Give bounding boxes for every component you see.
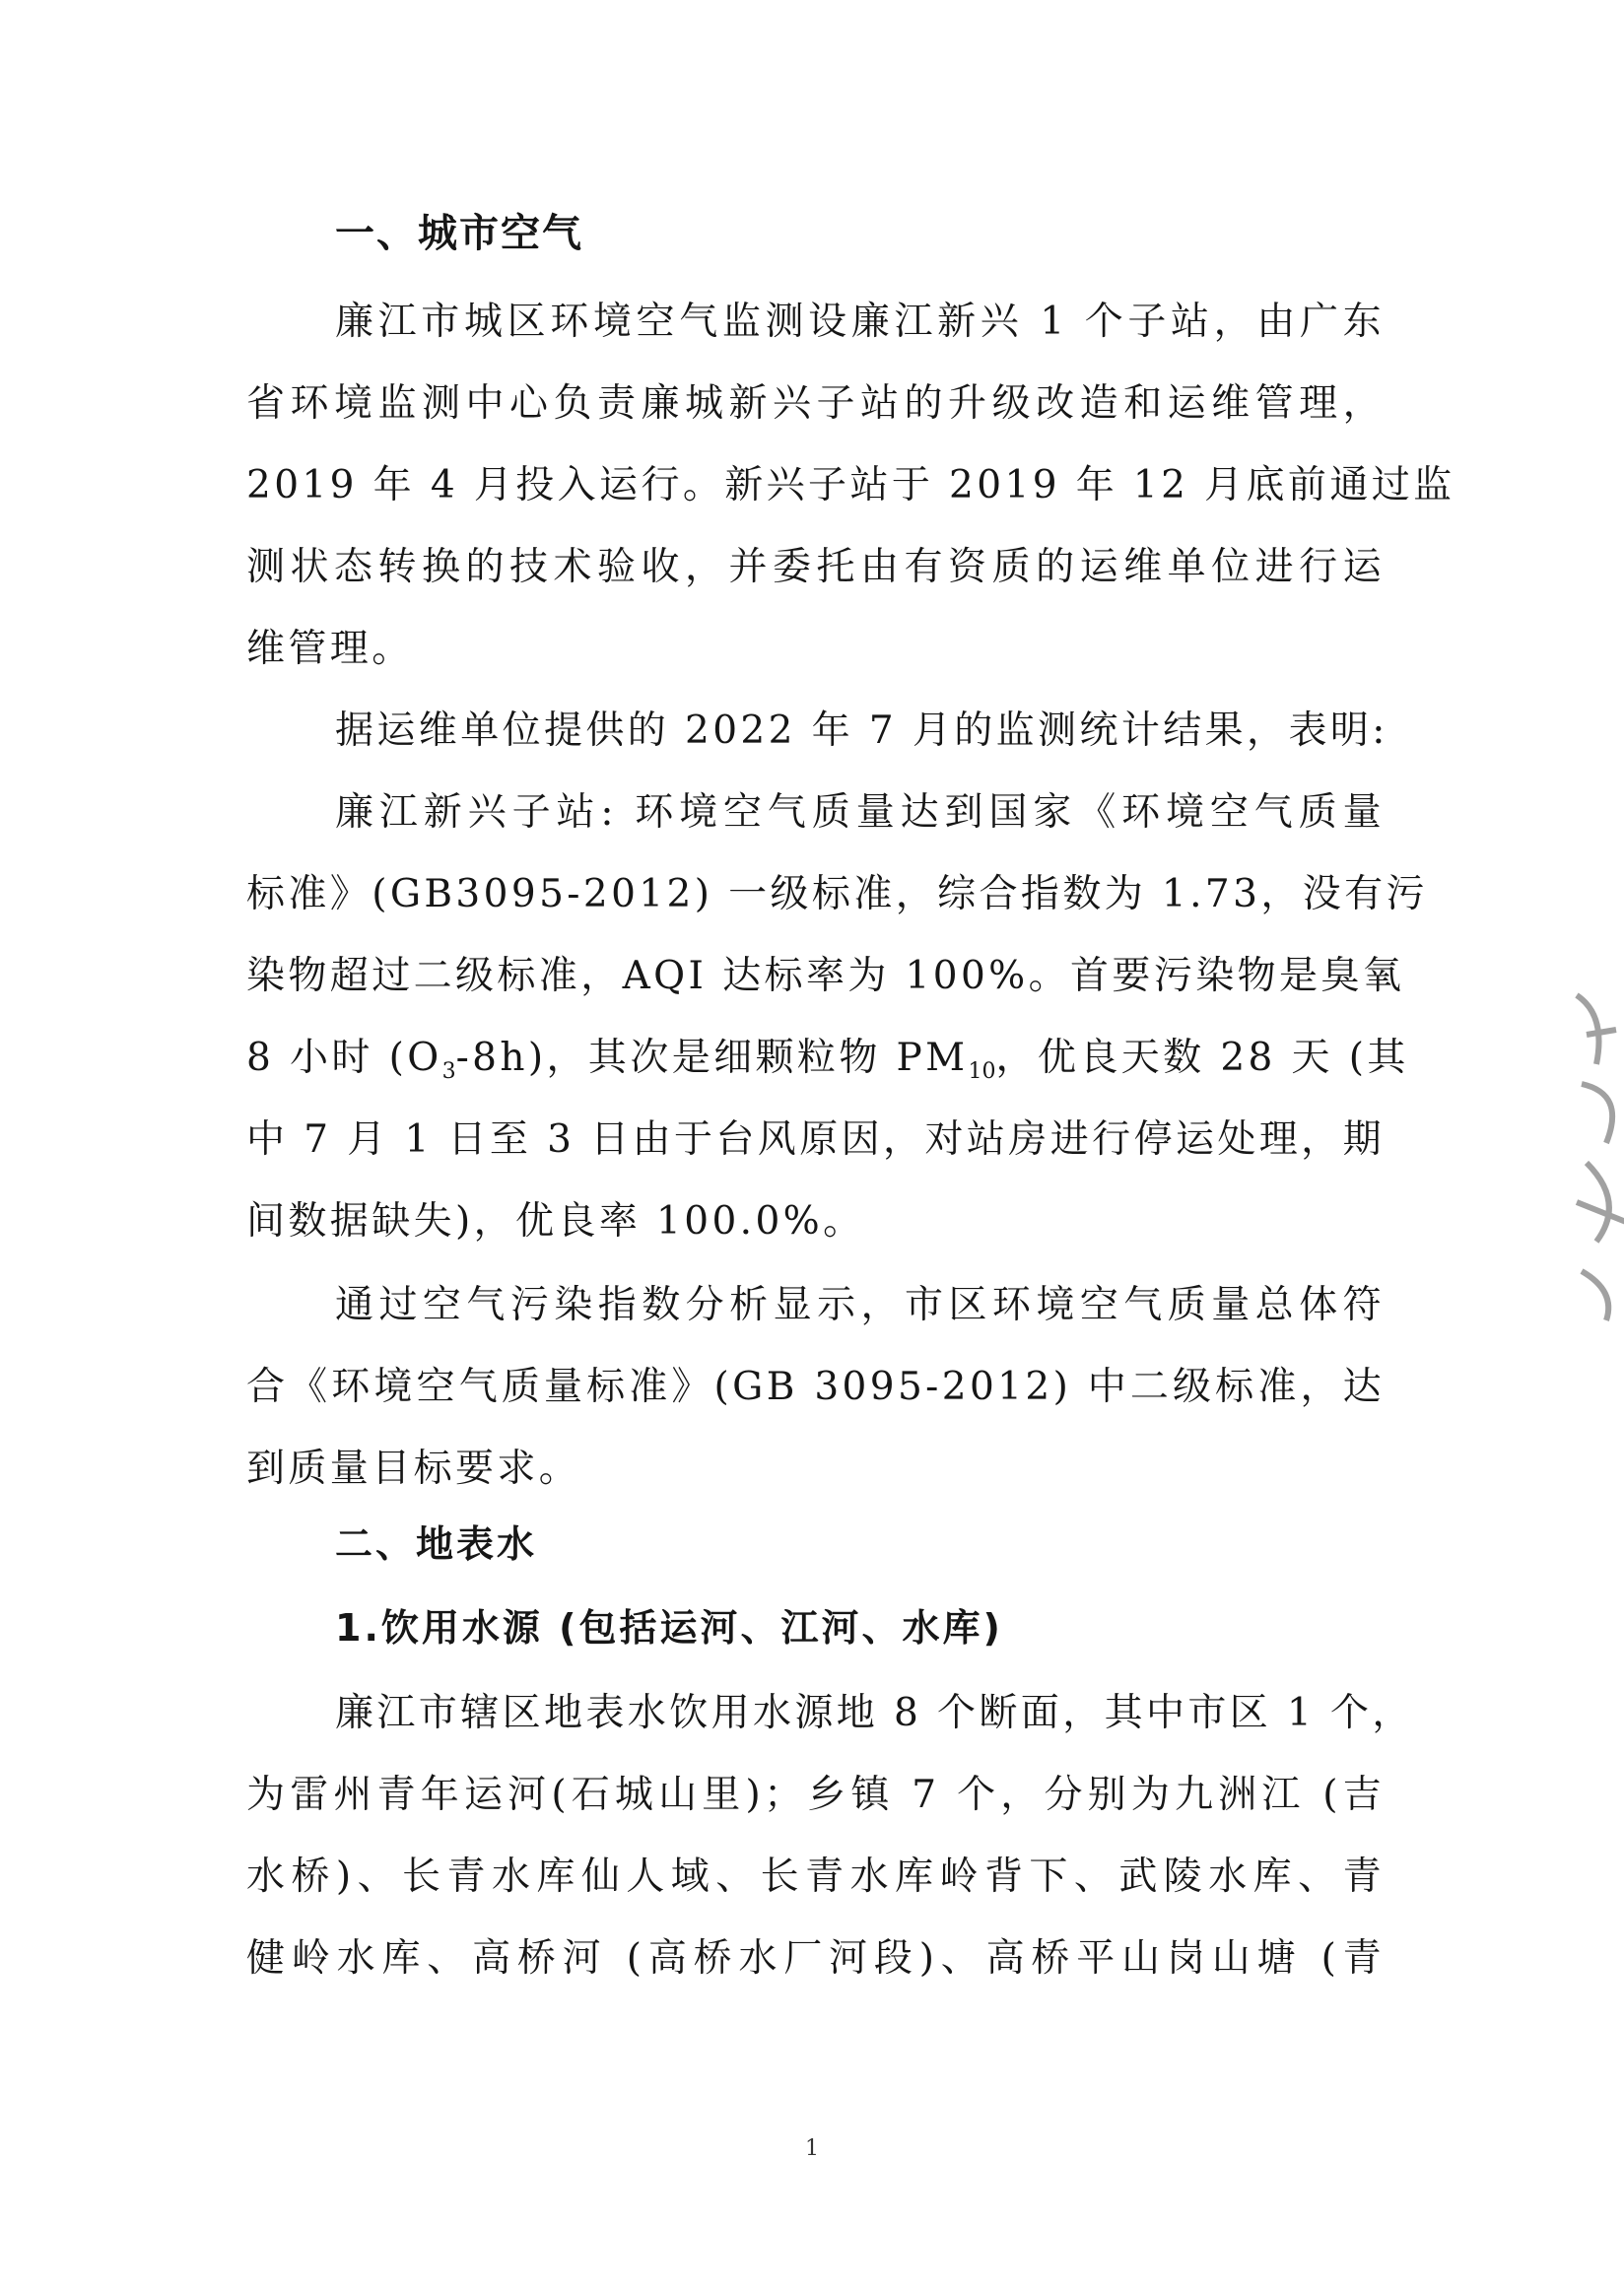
paragraph-station-results <box>246 772 1428 1262</box>
text-line: 间数据缺失)，优良率 100.0%。 <box>246 1199 865 1244</box>
text-line: 到质量目标要求。 <box>246 1447 581 1491</box>
paragraph-air-station <box>246 281 1455 690</box>
page-number: 1 <box>805 2136 819 2161</box>
text-line: 通过空气污染指数分析显示，市区环境空气质量总体符 <box>335 1283 1385 1327</box>
text-line: 合《环境空气质量标准》(GB 3095-2012) 中二级标准，达 <box>246 1365 1385 1409</box>
paragraph-drinking-water <box>246 1672 1414 1999</box>
text-line: 廉江市辖区地表水饮用水源地 8 个断面，其中市区 1 个， <box>335 1691 1414 1735</box>
subscript: 3 <box>441 1059 456 1084</box>
partial-stamp-seal <box>1567 976 1624 1340</box>
text-line: 健岭水库、高桥河 (高桥水厂河段)、高桥平山岗山塘 (青 <box>246 1936 1385 1981</box>
text-line: 省环境监测中心负责廉城新兴子站的升级改造和运维管理， <box>246 381 1385 426</box>
text-line: 染物超过二级标准，AQI 达标率为 100%。首要污染物是臭氧 <box>246 954 1405 998</box>
subheading-drinking-water: 1.饮用水源 (包括运河、江河、水库) <box>335 1606 1003 1650</box>
text-line: 廉江市城区环境空气监测设廉江新兴 1 个子站，由广东 <box>335 300 1385 344</box>
subscript: 10 <box>968 1059 996 1084</box>
text-line: 水桥)、长青水库仙人域、长青水库岭背下、武陵水库、青 <box>246 1855 1385 1899</box>
paragraph-air-analysis <box>246 1264 1385 1510</box>
heading-city-air: 一、城市空气 <box>335 211 583 256</box>
text-segment: -8h)，其次是细颗粒物 PM <box>455 1036 969 1080</box>
text-line-pollutants <box>246 1017 1409 1099</box>
paragraph-monitoring-intro <box>246 690 1388 772</box>
text-line: 为雷州青年运河(石城山里)；乡镇 7 个，分别为九洲江 (吉 <box>246 1773 1385 1817</box>
text-line: 维管理。 <box>246 627 414 671</box>
text-line: 据运维单位提供的 2022 年 7 月的监测统计结果，表明: <box>335 708 1388 753</box>
text-line: 中 7 月 1 日至 3 日由于台风原因，对站房进行停运处理，期 <box>246 1117 1385 1162</box>
text-line: 廉江新兴子站: 环境空气质量达到国家《环境空气质量 <box>335 790 1385 835</box>
text-segment: ，优良天数 28 天 (其 <box>995 1036 1409 1080</box>
text-segment: 8 小时 (O <box>246 1036 442 1080</box>
text-line: 测状态转换的技术验收，并委托由有资质的运维单位进行运 <box>246 545 1385 589</box>
text-line: 标准》(GB3095-2012) 一级标准，综合指数为 1.73，没有污 <box>246 872 1428 916</box>
text-line: 2019 年 4 月投入运行。新兴子站于 2019 年 12 月底前通过监 <box>246 463 1455 507</box>
heading-surface-water: 二、地表水 <box>335 1522 538 1566</box>
